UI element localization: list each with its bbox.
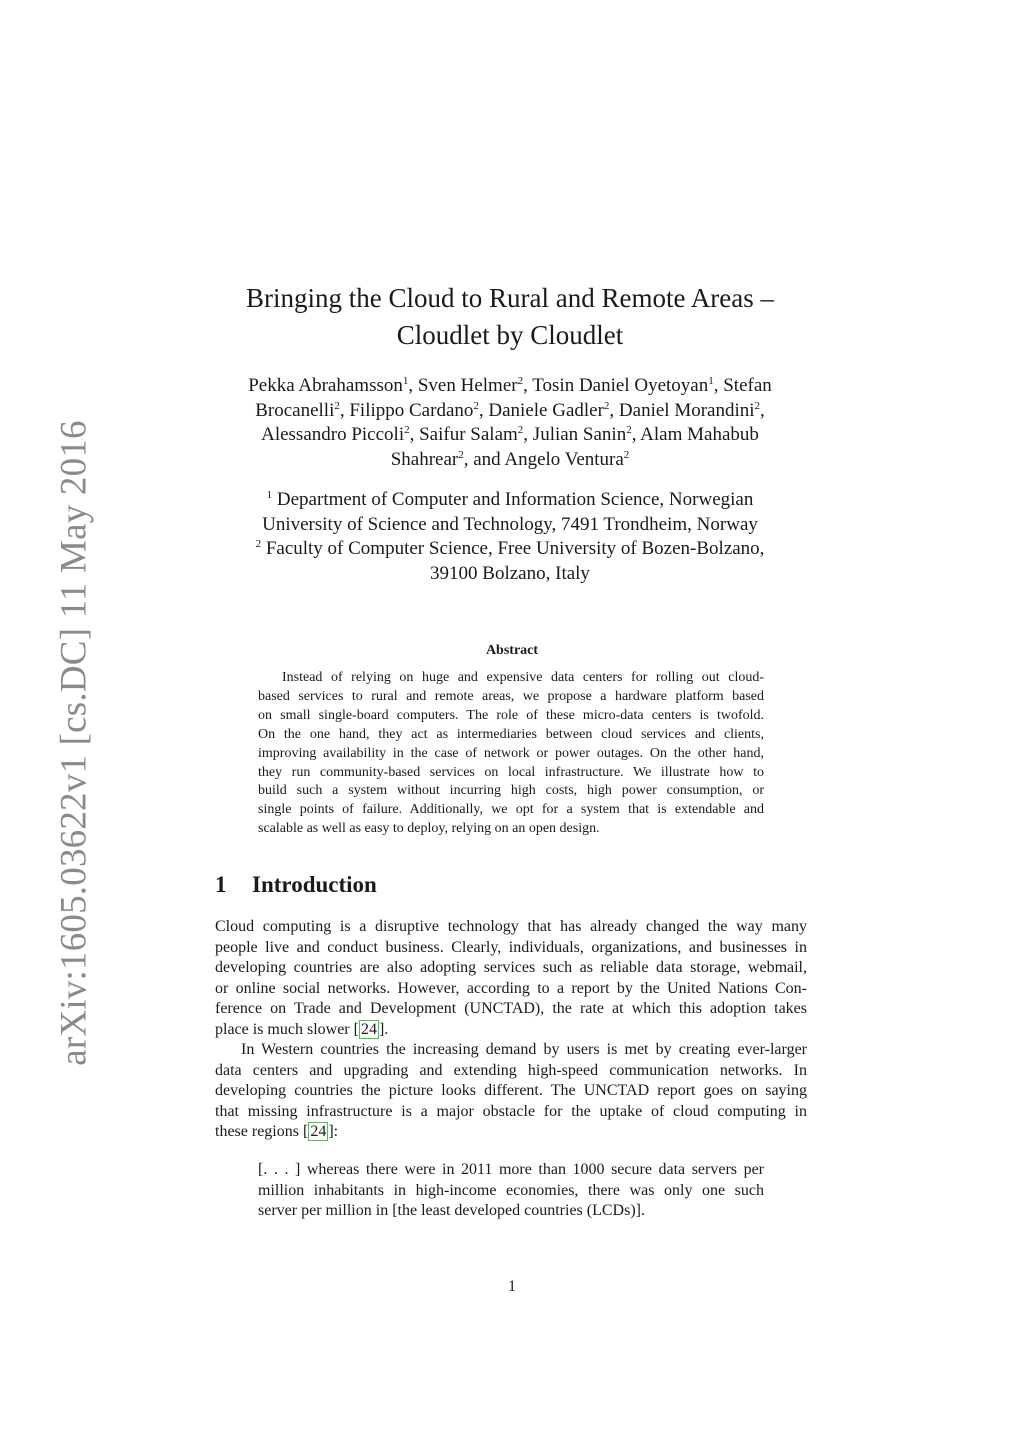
author-line <box>190 374 830 399</box>
author-name: Shahrear <box>390 448 459 470</box>
affiliation-text: Faculty of Computer Science, Free University of Bozen-Bolzano, <box>261 538 765 559</box>
affiliation-list <box>190 488 830 586</box>
author-name: Brocanelli <box>255 399 335 421</box>
paragraph-line: or online social networks. However, according to a report by the United Nations Con- <box>215 979 807 997</box>
affiliation-mark: 2 <box>404 424 410 436</box>
section-title: Introduction <box>252 872 377 897</box>
author-name: , Tosin Daniel Oyetoyan <box>523 375 709 396</box>
author-line <box>190 399 830 424</box>
paragraph-text: these regions [ <box>215 1123 309 1141</box>
paragraph <box>215 917 807 1041</box>
paragraph-line <box>215 1020 807 1041</box>
citation-link[interactable]: 24 <box>310 1123 327 1141</box>
author-name: , and Angelo Ventura <box>463 448 624 470</box>
block-quote <box>258 1160 764 1222</box>
paragraph-line: data centers and upgrading and extending high-speed communication networks. In <box>215 1061 807 1079</box>
abstract-heading: Abstract <box>485 643 539 658</box>
quote-line: server per million in [the least developed countries (LCDs)]. <box>258 1202 645 1220</box>
arxiv-identifier-text: arXiv:1605.03622v1 [cs.DC] 11 May 2016 <box>53 420 95 1066</box>
author-name: , Julian Sanin <box>523 424 627 445</box>
author-name: , Alam Mahabub <box>631 424 759 445</box>
author-name: , Daniele Gadler <box>478 399 604 421</box>
affiliation-mark: 2 <box>626 424 632 436</box>
page-number: 1 <box>508 1278 516 1295</box>
quote-line: million inhabitants in high-income economies, there was only one such <box>258 1181 764 1199</box>
affiliation-mark: 2 <box>517 424 524 436</box>
abstract-body <box>258 669 764 839</box>
paragraph-text: place is much slower [ <box>215 1020 359 1038</box>
paragraph-line: developing countries the picture looks different. The UNCTAD report goes on saying <box>215 1082 807 1100</box>
affiliation-mark: 2 <box>517 375 524 387</box>
affiliation-mark: 2 <box>334 399 340 412</box>
author-name: , Stefan <box>713 375 772 396</box>
affiliation-line <box>190 488 830 513</box>
paragraph-line: that missing infrastructure is a major obstacle for the uptake of cloud computing in <box>215 1102 807 1120</box>
affiliation-mark: 2 <box>603 399 610 412</box>
affiliation-line <box>190 537 830 562</box>
abstract-line: they run community-based services on local infrastructure. We illustrate how to <box>258 764 764 780</box>
affiliation-mark: 1 <box>708 375 714 387</box>
affiliation-mark: 2 <box>458 448 464 461</box>
affiliation-mark: 2 <box>623 448 630 461</box>
abstract-line: build such a system without incurring high costs, high power consumption, or <box>258 783 764 799</box>
paragraph-text: ]. <box>378 1020 389 1038</box>
paragraph-text: ]: <box>328 1123 339 1141</box>
affiliation-text: Department of Computer and Information Science, Norwegian <box>272 489 754 510</box>
quote-line: [. . . ] whereas there were in 2011 more than 1000 secure data servers per <box>258 1161 764 1178</box>
abstract-line: on small single-board computers. The role of these micro-data centers is twofold. <box>258 707 764 723</box>
abstract-line: scalable as well as easy to deploy, relying on an open design. <box>258 821 600 837</box>
paragraph <box>215 1040 807 1143</box>
abstract-line: improving availability in the case of network or power outages. On the other hand, <box>258 745 764 761</box>
author-name: Alessandro Piccoli <box>261 424 405 445</box>
citation-link[interactable]: 24 <box>360 1020 377 1038</box>
affiliation-line: 39100 Bolzano, Italy <box>430 562 590 584</box>
section-heading <box>215 872 377 898</box>
affiliation-mark: 2 <box>255 538 262 550</box>
author-line <box>190 423 830 448</box>
affiliation-mark: 1 <box>266 489 273 501</box>
paragraph-line: Cloud computing is a disruptive technology that has already changed the way many <box>215 918 807 935</box>
author-name: , Sven Helmer <box>408 375 518 396</box>
title-line: Bringing the Cloud to Rural and Remote Areas – <box>246 283 774 313</box>
author-name: , Filippo Cardano <box>339 399 474 421</box>
paragraph-line: ference on Trade and Development (UNCTAD), the rate at which this adoption takes <box>215 1000 807 1018</box>
abstract-line: single points of failure. Additionally, we opt for a system that is extendable and <box>258 802 764 818</box>
abstract-line: based services to rural and remote areas, we propose a hardware platform based <box>258 688 764 704</box>
paragraph-line <box>215 1122 807 1143</box>
author-name: Pekka Abrahamsson <box>248 375 403 396</box>
author-name: , Daniel Morandini <box>609 399 755 421</box>
affiliation-mark: 1 <box>402 375 409 387</box>
paragraph-line: In Western countries the increasing demand by users is met by creating ever-larger <box>241 1041 807 1058</box>
abstract-line: On the one hand, they act as intermediaries between cloud services and clients, <box>258 726 764 742</box>
author-name: , Saifur Salam <box>409 424 518 445</box>
affiliation-line: University of Science and Technology, 7491 Trondheim, Norway <box>262 513 758 535</box>
author-name: , <box>760 399 765 421</box>
author-line <box>190 448 830 473</box>
paragraph-line: people live and conduct business. Clearly, individuals, organizations, and businesses in <box>215 938 807 956</box>
section-number: 1 <box>215 872 227 897</box>
author-list <box>190 374 830 472</box>
affiliation-mark: 2 <box>754 399 761 412</box>
paper-title <box>170 280 850 354</box>
paragraph-line: developing countries are also adopting services such as reliable data storage, webmail, <box>215 959 807 977</box>
title-line: Cloudlet by Cloudlet <box>396 320 624 350</box>
abstract-line: Instead of relying on huge and expensive data centers for rolling out cloud- <box>282 670 764 685</box>
affiliation-mark: 2 <box>473 399 479 412</box>
